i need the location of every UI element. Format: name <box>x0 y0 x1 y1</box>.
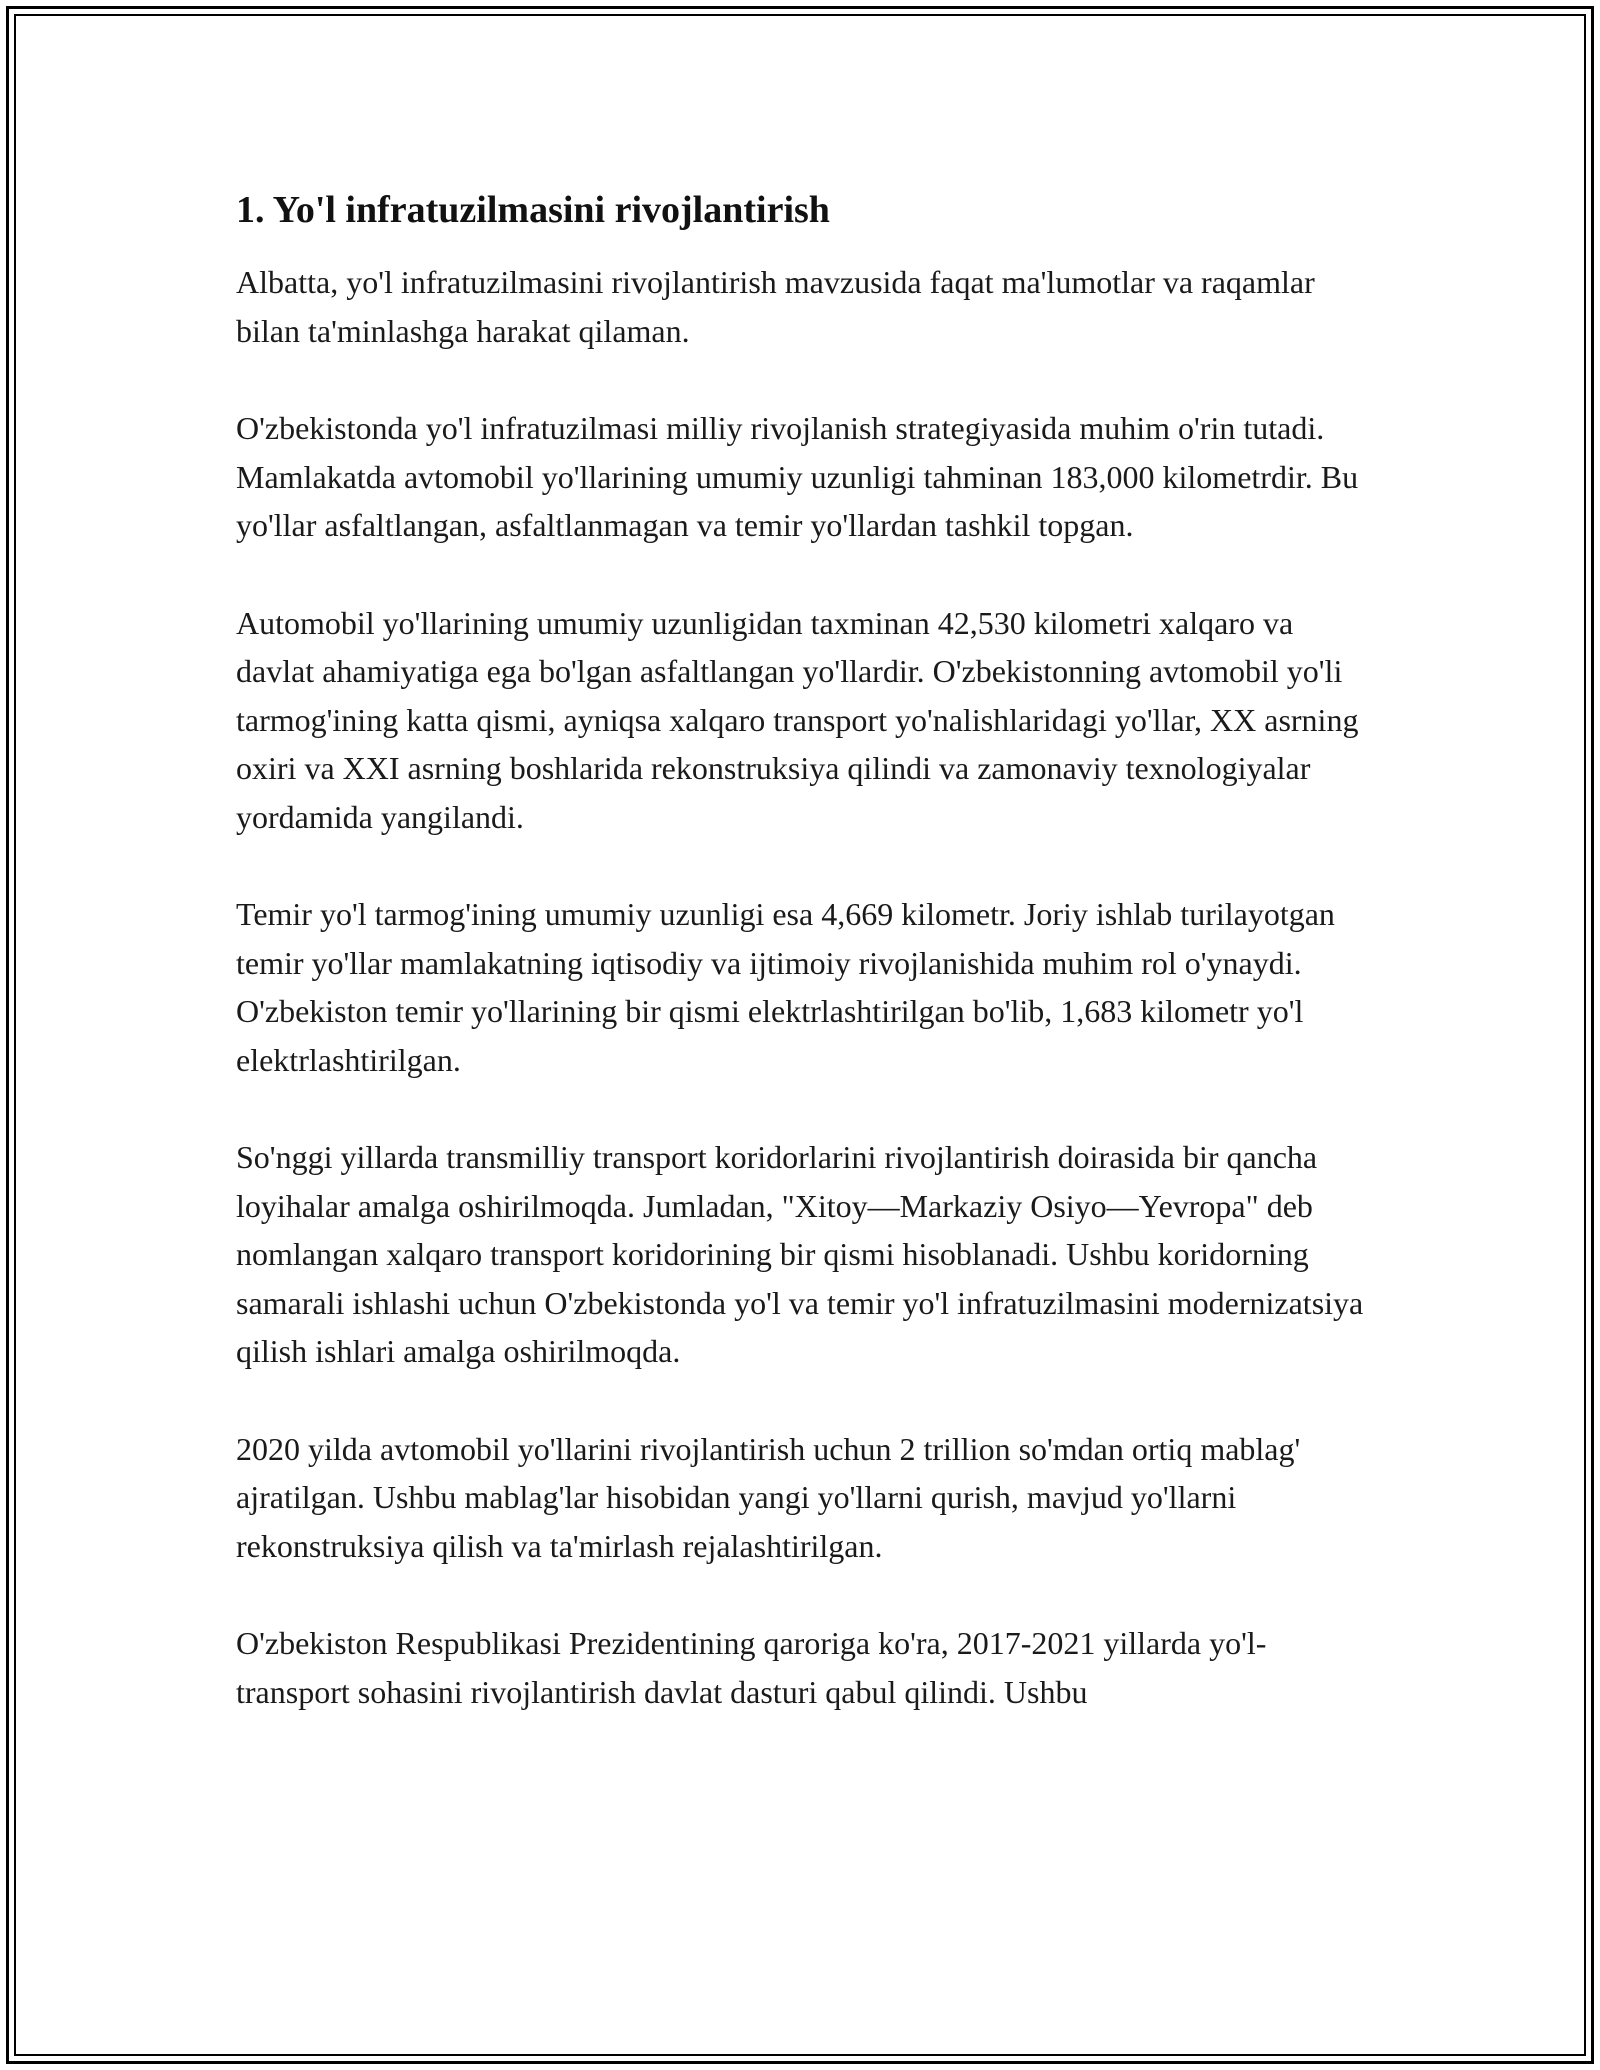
paragraph-intro: Albatta, yo'l infratuzilmasini rivojlantirish mavzusida faqat ma'lumotlar va raqamlar bilan ta'minlashga harakat qilaman. <box>236 264 1315 349</box>
paragraph-funding-2020: 2020 yilda avtomobil yo'llarini rivojlantirish uchun 2 trillion so'mdan ortiq mablag' ajratilgan. Ushbu mablag'lar hisobidan yangi yo'llarni qurish, mavjud yo'llarni rekonstruksiya qilish va ta'mirlash rejalashtirilgan. <box>236 1430 1301 1564</box>
paragraph-state-program: O'zbekiston Respublikasi Prezidentining qaroriga ko'ra, 2017-2021 yillarda yo'l-transport sohasini rivojlantirish davlat dasturi qabul qilindi. Ushbu <box>236 1625 1267 1710</box>
document-body <box>236 186 1366 1765</box>
paragraph-railways: Temir yo'l tarmog'ining umumiy uzunligi esa 4,669 kilometr. Joriy ishlab turilayotgan temir yo'llar mamlakatning iqtisodiy va ijtimoiy rivojlanishida muhim rol o'ynaydi. O'zbekiston temir yo'llarining bir qismi elektrlashtirilgan bo'lib, 1,683 kilometr yo'l elektrlashtirilgan. <box>236 896 1335 1078</box>
paragraph-transport-corridors: So'nggi yillarda transmilliy transport koridorlarini rivojlantirish doirasida bir qancha loyihalar amalga oshirilmoqda. Jumladan, "Xitoy—Markaziy Osiyo—Yevropa" deb nomlangan xalqaro transport koridorining bir qismi hisoblanadi. Ushbu koridorning samarali ishlashi uchun O'zbekistonda yo'l va temir yo'l infratuzilmasini modernizatsiya qilish ishlari amalga oshirilmoqda. <box>236 1139 1364 1369</box>
paragraph-road-length: O'zbekistonda yo'l infratuzilmasi milliy rivojlanish strategiyasida muhim o'rin tutadi. Mamlakatda avtomobil yo'llarining umumiy uzunligi tahminan 183,000 kilometrdir. Bu yo'llar asfaltlangan, asfaltlanmagan va temir yo'llardan tashkil topgan. <box>236 410 1359 543</box>
paragraph-paved-roads: Automobil yo'llarining umumiy uzunligidan taxminan 42,530 kilometri xalqaro va davlat ahamiyatiga ega bo'lgan asfaltlangan yo'llardir. O'zbekistonning avtomobil yo'li tarmog'ining katta qismi, ayniqsa xalqaro transport yo'nalishlaridagi yo'llar, XX asrning oxiri va XXI asrning boshlarida rekonstruksiya qilindi va zamonaviy texnologiyalar yordamida yangilandi. <box>236 604 1359 835</box>
section-heading: 1. Yo'l infratuzilmasini rivojlantirish <box>236 189 830 231</box>
